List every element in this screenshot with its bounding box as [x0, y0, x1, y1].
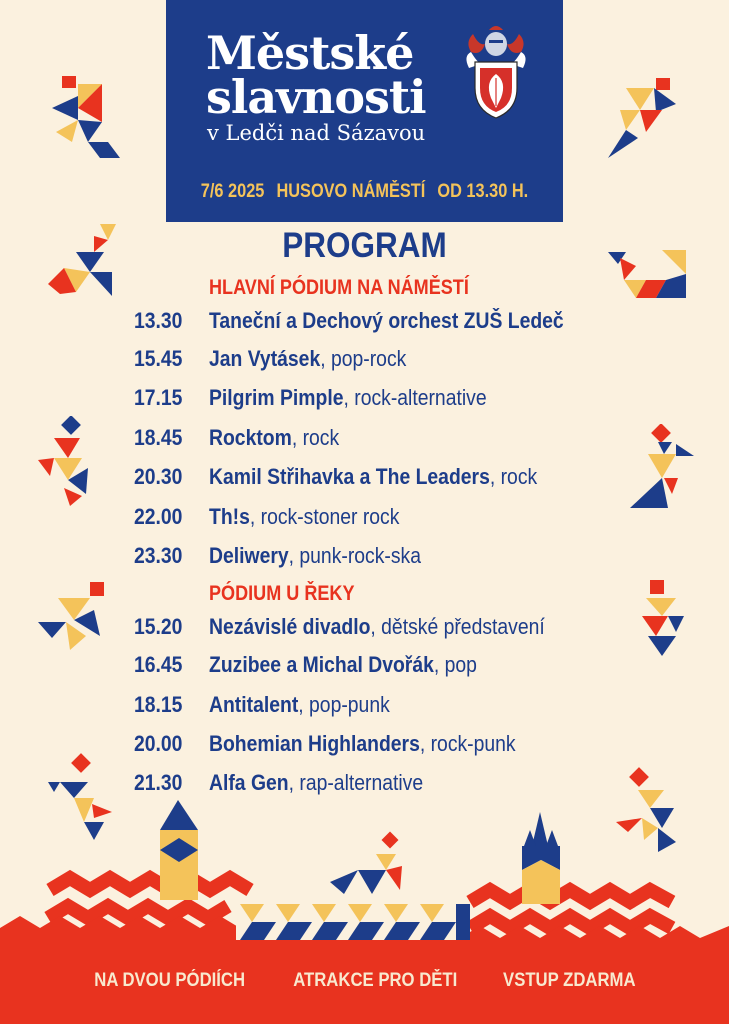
- event-place: HUSOVO NÁMĚSTÍ: [276, 181, 426, 202]
- act-name: Zuzibee a Michal Dvořák: [209, 652, 434, 677]
- act-name: Taneční a Dechový orchest ZUŠ Ledeč: [209, 308, 564, 333]
- program-time: 16.45: [134, 652, 183, 677]
- tangram-bird-icon: [606, 248, 688, 300]
- act-name: Pilgrim Pimple: [209, 385, 344, 410]
- act-name: Rocktom: [209, 425, 292, 450]
- footer-item-attractions: ATRAKCE PRO DĚTI: [292, 970, 457, 991]
- program-time: 17.15: [134, 385, 183, 410]
- town-crest-icon: [463, 22, 529, 122]
- program-act: [209, 690, 390, 720]
- program-time: 23.30: [134, 543, 183, 568]
- program-act: [209, 729, 516, 759]
- footer-bar: [0, 970, 729, 1010]
- program-act: [209, 423, 339, 453]
- act-genre: , rock-stoner rock: [249, 504, 400, 529]
- act-genre: , pop-punk: [298, 692, 390, 717]
- tangram-figure-icon: [606, 74, 682, 160]
- tangram-figure-icon: [36, 580, 108, 652]
- act-name: Th!s: [209, 504, 250, 529]
- act-genre: , pop: [433, 652, 477, 677]
- program-time: 18.15: [134, 692, 183, 717]
- act-genre: , rock-punk: [419, 731, 516, 756]
- tangram-figure-icon: [636, 578, 688, 658]
- act-genre: , pop-rock: [320, 346, 407, 371]
- act-name: Nezávislé divadlo: [209, 614, 371, 639]
- act-name: Bohemian Highlanders: [209, 731, 420, 756]
- event-info: [194, 181, 535, 203]
- program-title: PROGRAM: [282, 226, 447, 265]
- program-act: [209, 650, 477, 680]
- title-line-1: Městské: [206, 26, 414, 80]
- act-genre: , rap-alternative: [288, 770, 424, 795]
- program-act: [209, 383, 487, 413]
- tangram-figure-icon: [628, 424, 698, 510]
- subtitle: v Ledči nad Sázavou: [207, 121, 426, 145]
- footer-item-free-entry: VSTUP ZDARMA: [503, 970, 636, 991]
- title-line-2: slavnosti: [206, 70, 426, 124]
- header-panel: [166, 0, 563, 222]
- program-time: 15.45: [134, 346, 183, 371]
- act-genre: , rock-alternative: [343, 385, 487, 410]
- tangram-bird-icon: [330, 832, 402, 894]
- program-act: [209, 612, 545, 642]
- castle-tower-icon: [160, 800, 198, 900]
- program-time: 20.30: [134, 464, 183, 489]
- program-time: 20.00: [134, 731, 183, 756]
- castle-tower-icon: [522, 812, 560, 904]
- program-act: [209, 344, 406, 374]
- stage-title-main: HLAVNÍ PÓDIUM NA NÁMĚSTÍ: [209, 276, 469, 299]
- program-time: 22.00: [134, 504, 183, 529]
- program-act: [209, 306, 564, 336]
- footer-item-stages: NA DVOU PÓDIÍCH: [94, 970, 246, 991]
- program-time: 13.30: [134, 308, 183, 333]
- program-time: 18.45: [134, 425, 183, 450]
- act-genre: , rock: [489, 464, 538, 489]
- event-time: OD 13.30 H.: [437, 181, 529, 202]
- tangram-figure-icon: [48, 72, 124, 162]
- tangram-figure-icon: [36, 416, 100, 508]
- act-name: Antitalent: [209, 692, 299, 717]
- program-act: [209, 541, 421, 571]
- act-genre: , rock: [291, 425, 340, 450]
- act-name: Deliwery: [209, 543, 289, 568]
- act-name: Kamil Střihavka a The Leaders: [209, 464, 490, 489]
- stage-title-river: PÓDIUM U ŘEKY: [209, 582, 355, 605]
- program-act: [209, 462, 537, 492]
- program-act: [209, 502, 399, 532]
- act-name: Alfa Gen: [209, 770, 289, 795]
- event-date: 7/6 2025: [200, 181, 265, 202]
- program-time: 21.30: [134, 770, 183, 795]
- act-genre: , dětské představení: [370, 614, 545, 639]
- tangram-figure-icon: [46, 222, 122, 298]
- program-time: 15.20: [134, 614, 183, 639]
- act-name: Jan Vytásek: [209, 346, 321, 371]
- act-genre: , punk-rock-ska: [288, 543, 421, 568]
